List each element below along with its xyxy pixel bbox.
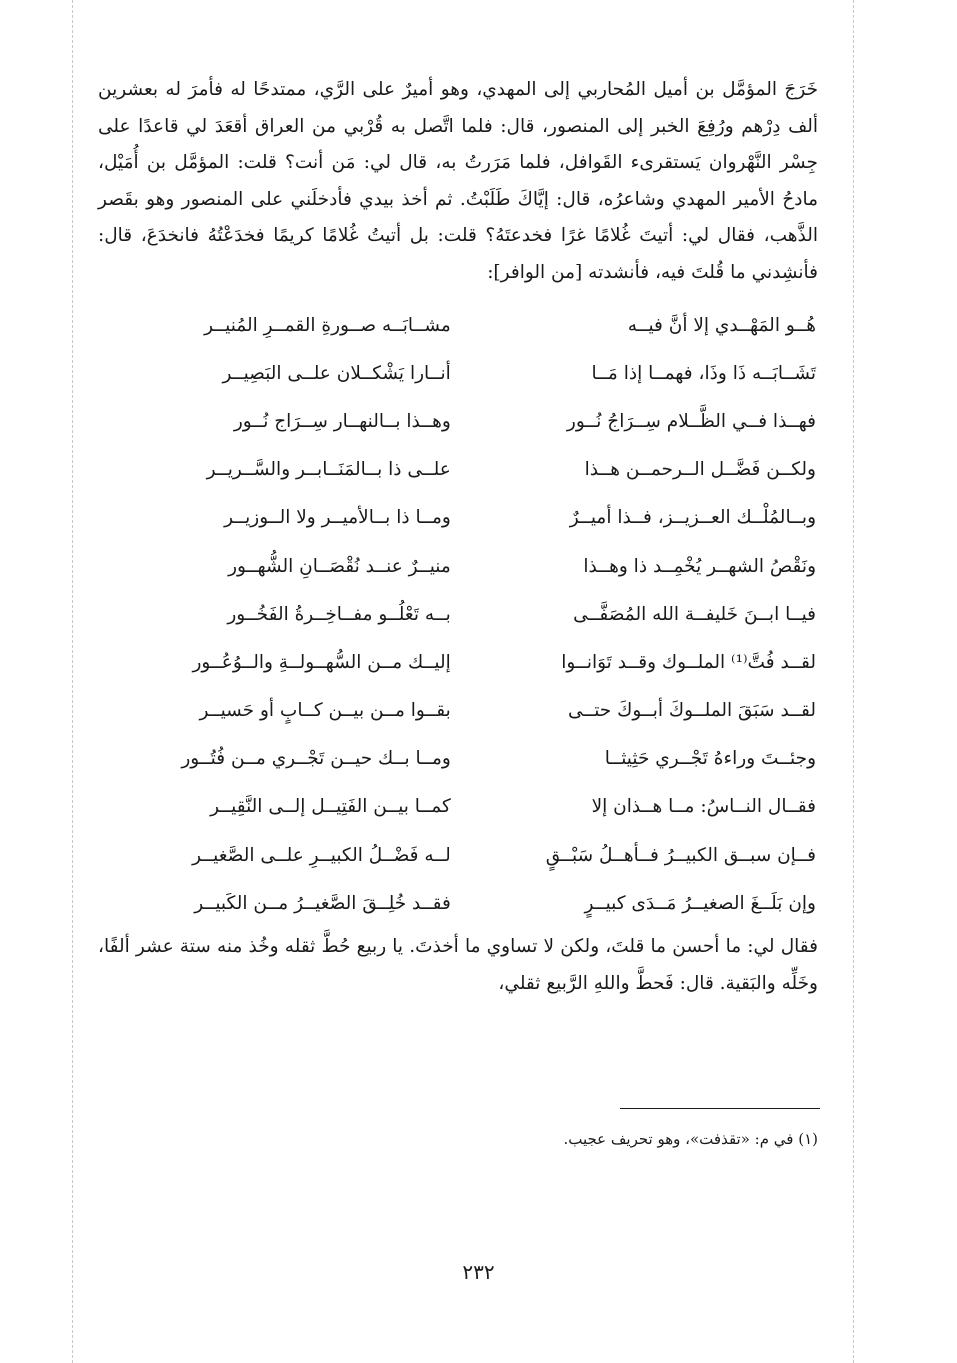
book-page-body (98, 72, 818, 1002)
poem (98, 301, 818, 927)
poem-verse (98, 542, 818, 590)
prose-paragraph-intro: خَرَجَ المؤمَّل بن أميل المُحاربي إلى المهدي، وهو أميرٌ على الرَّي، ممتدحًا له فأمرَ له بعشرين ألف دِرْهم ورُفِعَ الخبر إلى المنصور، قال: فلما اتَّصل به قُرْبي من العراق أقعَدَ لي قاعدًا على جِسْر النَّهْروان يَستقرىء القَوافل، فلما مَرَرتُ به، قال لي: مَن أنت؟ قلت: المؤمَّل بن أُمَيْل، مادحُ الأمير المهدي وشاعرُه، قال: إيَّاكَ طَلَبْتُ. ثم أخذ بيدي فأدخلَني على المنصور وهو بقَصر الذَّهب، فقال لي: أتيتَ غُلامًا غرًا فخدعتَهُ؟ قلت: بل أتيتُ غُلامًا كريمًا فخدَعْتُهُ فانخدَعَ، قال: فأنشِدني ما قُلتَ فيه، فأنشدته [من الوافر]: (98, 79, 818, 283)
verse-first-half: وبــالمُلْــك العــزيــز، فــذا أميــرٌ (569, 507, 816, 529)
verse-second-half: علــى ذا بــالمَنَــابــر والسَّــريــر (206, 459, 451, 481)
verse-second-half: مشــابَــه صــورةِ القمــرِ المُنيــر (204, 314, 451, 336)
footnote: (١) في م: «تقذفت»، وهو تحريف عجيب. (563, 1130, 818, 1148)
verse-second-half: ومــا ذا بــالأميــر ولا الــوزيــر (224, 507, 451, 529)
poem-verse (98, 590, 818, 638)
verse-first-half: هُــو المَهْــدي إلا أنَّ فيــه (627, 314, 816, 336)
verse-second-half: أنــارا يَشْكــلان علــى البَصِيــر (222, 362, 451, 384)
poem-verse (98, 783, 818, 831)
verse-first-half: لقــد فُتَّ⁽¹⁾ الملــوك وقــد تَوَانــوا (561, 651, 816, 673)
verse-first-half: تَشَــابَــه ذَا وذَا، فهمــا إذا مَــا (591, 362, 816, 384)
verse-first-half: لقــد سَبَقَ الملــوكَ أبــوكَ حتــى (567, 700, 816, 722)
scan-margin-line-left (72, 0, 73, 1363)
poem-verse (98, 301, 818, 349)
verse-second-half: ومــا بــك حيــن تَجْــري مــن فُتُــور (181, 748, 451, 770)
verse-second-half: بقــوا مــن بيــن كــابٍ أو حَسيــر (199, 700, 451, 722)
verse-first-half: فهــذا فــي الظَّــلام سِــرَاجُ نُــور (566, 410, 816, 432)
poem-verse (98, 687, 818, 735)
verse-first-half: وجئــتَ وراءهُ تَجْــري حَثِيثــا (604, 748, 816, 770)
verse-first-half: وإن بَلَــغَ الصغيــرُ مَــدَى كبيــرٍ (584, 892, 816, 914)
poem-verse (98, 638, 818, 686)
poem-verse (98, 446, 818, 494)
poem-verse (98, 735, 818, 783)
footnote-separator-rule (620, 1108, 820, 1109)
scan-margin-line-right (853, 0, 854, 1363)
verse-first-half: فــإن سبــق الكبيــرُ فــأهــلُ سَبْــقٍ (545, 844, 816, 866)
verse-second-half: إليــك مــن السُّهــولــةِ والــوُعُــور (192, 651, 451, 673)
prose-paragraph-closing: فقال لي: ما أحسن ما قلتَ، ولكن لا تساوي ما أخذتَ. يا ربيع حُطَّ ثقله وخُذ منه ستة عشر ألفًا، وخَلِّه والبَقية. قال: فَحطَّ واللهِ الرَّبيع ثقلي، (98, 936, 818, 994)
verse-second-half: لــه فَضْــلُ الكبيــرِ علــى الصَّغيــر (192, 844, 451, 866)
verse-second-half: فقــد خُلِــقَ الصَّغيــرُ مــن الكَبيــر (194, 892, 451, 914)
poem-verse (98, 831, 818, 879)
verse-first-half: ونَقْصُ الشهــر يُخْمِــد ذا وهــذا (583, 555, 816, 577)
poem-verse (98, 494, 818, 542)
poem-verse (98, 879, 818, 927)
verse-second-half: منيــرٌ عنــد نُقْصَــانِ الشُّهــور (228, 555, 451, 577)
verse-first-half: ولكــن فَضَّــل الــرحمــن هــذا (584, 459, 816, 481)
poem-verse (98, 349, 818, 397)
page-number: ٢٣٢ (462, 1260, 495, 1284)
poem-verse (98, 397, 818, 445)
verse-second-half: بــه تَعْلُــو مفــاخِــرةُ الفَخُــور (227, 603, 451, 625)
verse-second-half: وهــذا بــالنهــار سِــرَاج نُــور (233, 410, 451, 432)
verse-first-half: فقــال النــاسُ: مــا هــذان إلا (591, 796, 816, 818)
verse-first-half: فيــا ابــنَ خَليفــة الله المُصَفَّــى (573, 603, 816, 625)
verse-second-half: كمــا بيــن الفَتِيــل إلــى النَّقِيــر (210, 796, 451, 818)
